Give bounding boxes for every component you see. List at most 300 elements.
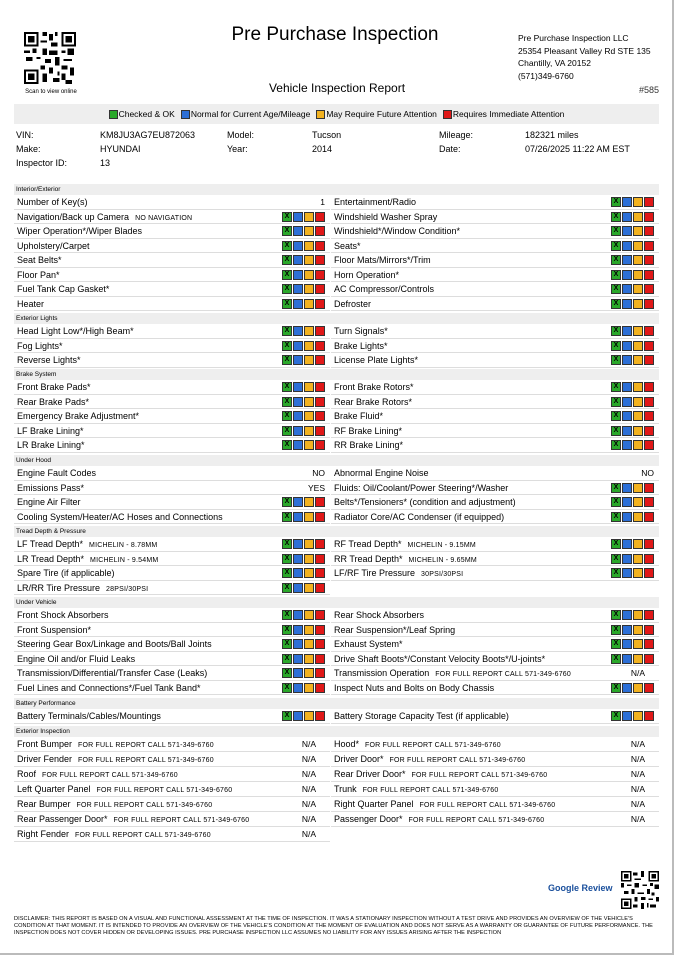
item-roof: Roof FOR FULL REPORT CALL 571-349-6760 N/A — [14, 767, 330, 782]
item-value: N/A — [301, 814, 316, 824]
status-boxes — [281, 226, 325, 236]
section-under-vehicle: Under Vehicle — [14, 597, 659, 608]
checked-ok-box-icon: X — [611, 654, 621, 664]
item-navigation: Navigation/Back up Camera NO NAVIGATION X — [14, 210, 330, 225]
status-boxes — [281, 326, 325, 336]
item-rear-suspension: Rear Suspension*/Leaf Spring X — [331, 623, 659, 638]
status-boxes — [610, 212, 654, 222]
item-transmission-leaks: Transmission/Differential/Transfer Case (Leaks) X — [14, 666, 330, 681]
normal-box-icon — [293, 426, 303, 436]
legend-item: Normal for Current Age/Mileage — [181, 109, 311, 119]
item-entertainment: Entertainment/Radio X — [331, 195, 659, 210]
checked-ok-box-icon: X — [611, 639, 621, 649]
future-attention-box-icon — [633, 639, 643, 649]
checked-ok-box-icon: X — [611, 326, 621, 336]
item-passenger-door: Passenger Door* FOR FULL REPORT CALL 571-349-6760 N/A — [331, 812, 659, 827]
future-attention-box-icon — [633, 512, 643, 522]
immediate-attention-box-icon — [644, 625, 654, 635]
status-boxes — [610, 426, 654, 436]
normal-box-icon — [293, 326, 303, 336]
item-front-rotors: Front Brake Rotors* X — [331, 380, 659, 395]
future-attention-box-icon — [304, 711, 314, 721]
immediate-attention-box-icon — [315, 610, 325, 620]
immediate-attention-box-icon — [644, 483, 654, 493]
future-attention-box-icon — [304, 639, 314, 649]
status-boxes — [610, 411, 654, 421]
status-boxes — [281, 212, 325, 222]
status-boxes — [610, 654, 654, 664]
future-attention-box-icon — [304, 299, 314, 309]
item-air-filter: Engine Air Filter X — [14, 495, 330, 510]
vehicle-info — [14, 129, 659, 171]
company-phone: (571)349-6760 — [518, 70, 574, 81]
item-lr-lining: LR Brake Lining* X — [14, 438, 330, 453]
item-fluids: Fluids: Oil/Coolant/Power Steering*/Washer X — [331, 481, 659, 496]
checked-ok-box-icon: X — [282, 411, 292, 421]
item-value: 1 — [320, 197, 325, 207]
scan-text: Scan to view online — [25, 89, 77, 95]
section-brake-system: Brake System — [14, 369, 659, 380]
status-boxes — [610, 512, 654, 522]
item-front-suspension: Front Suspension* X — [14, 623, 330, 638]
item-rear-shock: Rear Shock Absorbers X — [331, 608, 659, 623]
company-address-1: 25354 Pleasant Valley Rd STE 135 — [518, 45, 651, 56]
status-boxes — [610, 341, 654, 351]
normal-box-icon — [293, 440, 303, 450]
item-upholstery: Upholstery/Carpet X — [14, 239, 330, 254]
item-front-bumper: Front Bumper FOR FULL REPORT CALL 571-349-6760 N/A — [14, 737, 330, 752]
future-attention-box-icon — [304, 512, 314, 522]
status-boxes — [281, 241, 325, 251]
status-boxes — [610, 568, 654, 578]
checked-ok-box-icon: X — [282, 241, 292, 251]
immediate-attention-box-icon — [315, 397, 325, 407]
status-boxes — [610, 639, 654, 649]
future-attention-box-icon — [633, 284, 643, 294]
status-boxes — [281, 668, 325, 678]
checked-ok-box-icon: X — [611, 284, 621, 294]
item-transmission-operation: Transmission Operation FOR FULL REPORT CALL 571-349-6760 N/A — [331, 666, 659, 681]
checked-ok-box-icon: X — [282, 440, 292, 450]
item-fog-lights: Fog Lights* X — [14, 339, 330, 354]
status-boxes — [281, 554, 325, 564]
item-seat-belts: Seat Belts* X — [14, 253, 330, 268]
item-fault-codes: Engine Fault Codes NO — [14, 466, 330, 481]
normal-box-icon — [622, 299, 632, 309]
item-value: N/A — [301, 739, 316, 749]
future-attention-box-icon — [633, 440, 643, 450]
status-boxes — [610, 497, 654, 507]
checked-ok-box-icon: X — [282, 625, 292, 635]
item-abnormal-noise: Abnormal Engine Noise NO — [331, 466, 659, 481]
immediate-attention-box-icon — [644, 382, 654, 392]
normal-box-icon — [293, 639, 303, 649]
immediate-attention-box-icon — [644, 539, 654, 549]
future-attention-box-icon — [304, 440, 314, 450]
company-name: Pre Purchase Inspection LLC — [518, 33, 629, 43]
status-boxes — [610, 284, 654, 294]
immediate-attention-box-icon — [315, 639, 325, 649]
immediate-attention-box-icon — [315, 512, 325, 522]
vin-label: VIN: — [16, 130, 34, 140]
status-boxes — [610, 397, 654, 407]
normal-box-icon — [622, 355, 632, 365]
checked-ok-box-icon: X — [282, 668, 292, 678]
future-attention-box-icon — [304, 583, 314, 593]
immediate-attention-box-icon — [644, 554, 654, 564]
item-emergency-brake: Emergency Brake Adjustment* X — [14, 409, 330, 424]
status-boxes — [610, 483, 654, 493]
immediate-attention-box-icon — [315, 411, 325, 421]
immediate-attention-box-icon — [315, 341, 325, 351]
checked-ok-box-icon: X — [282, 583, 292, 593]
company-info — [518, 32, 651, 82]
future-attention-box-icon — [304, 683, 314, 693]
future-attention-box-icon — [633, 255, 643, 265]
future-attention-box-icon — [304, 568, 314, 578]
status-boxes — [281, 411, 325, 421]
future-attention-box-icon — [304, 610, 314, 620]
checked-ok-box-icon: X — [282, 299, 292, 309]
status-boxes — [610, 539, 654, 549]
immediate-attention-box-icon — [644, 497, 654, 507]
status-boxes — [281, 382, 325, 392]
legend-item: May Require Future Attention — [316, 109, 437, 119]
mileage-value: 182321 miles — [525, 130, 579, 140]
future-attention-box-icon — [304, 284, 314, 294]
normal-box-icon — [293, 668, 303, 678]
immediate-attention-box-icon — [315, 440, 325, 450]
checked-ok-box-icon: X — [611, 341, 621, 351]
normal-box-icon — [622, 197, 632, 207]
item-front-pads: Front Brake Pads* X — [14, 380, 330, 395]
status-boxes — [610, 610, 654, 620]
immediate-attention-box-icon — [644, 299, 654, 309]
item-rr-lining: RR Brake Lining* X — [331, 438, 659, 453]
immediate-attention-box-icon — [644, 397, 654, 407]
checked-ok-box-icon: X — [611, 497, 621, 507]
normal-box-icon — [293, 299, 303, 309]
status-boxes — [281, 639, 325, 649]
checked-ok-box-icon: X — [282, 568, 292, 578]
normal-box-icon — [293, 341, 303, 351]
item-heater: Heater X — [14, 297, 330, 312]
normal-box-icon — [293, 226, 303, 236]
item-cooling: Cooling System/Heater/AC Hoses and Connections X — [14, 510, 330, 525]
normal-box-icon — [622, 397, 632, 407]
normal-box-icon — [622, 241, 632, 251]
status-boxes — [281, 299, 325, 309]
future-attention-box-icon — [633, 241, 643, 251]
item-ac-compressor: AC Compressor/Controls X — [331, 282, 659, 297]
normal-box-icon — [622, 610, 632, 620]
normal-box-icon — [293, 212, 303, 222]
checked-ok-box-icon: X — [611, 270, 621, 280]
checked-ok-box-icon: X — [611, 554, 621, 564]
item-reverse-lights: Reverse Lights* X — [14, 353, 330, 368]
status-boxes — [610, 241, 654, 251]
checked-ok-box-icon: X — [611, 512, 621, 522]
report-subtitle: Vehicle Inspection Report — [268, 81, 406, 95]
item-turn-signals: Turn Signals* X — [331, 324, 659, 339]
immediate-attention-box-icon — [315, 625, 325, 635]
future-attention-box-icon — [304, 426, 314, 436]
checked-ok-box-icon: X — [611, 241, 621, 251]
immediate-attention-box-icon — [315, 497, 325, 507]
immediate-attention-box-icon — [644, 440, 654, 450]
item-rear-bumper: Rear Bumper FOR FULL REPORT CALL 571-349-6760 N/A — [14, 797, 330, 812]
item-value: N/A — [301, 769, 316, 779]
checked-ok-box-icon: X — [611, 382, 621, 392]
future-attention-box-icon — [633, 355, 643, 365]
item-brake-lights: Brake Lights* X — [331, 339, 659, 354]
checked-ok-box-icon: X — [282, 341, 292, 351]
item-lr-tread: LR Tread Depth* MICHELIN - 9.54MM X — [14, 552, 330, 567]
status-boxes — [281, 440, 325, 450]
item-value: N/A — [630, 754, 645, 764]
legend-item: Requires Immediate Attention — [443, 109, 565, 119]
immediate-attention-box-icon — [315, 426, 325, 436]
normal-box-icon — [622, 270, 632, 280]
normal-box-icon — [622, 639, 632, 649]
status-boxes — [610, 554, 654, 564]
status-boxes — [610, 326, 654, 336]
immediate-attention-box-icon — [315, 683, 325, 693]
normal-box-icon — [293, 497, 303, 507]
status-boxes — [610, 711, 654, 721]
immediate-attention-box-icon — [315, 255, 325, 265]
checked-ok-box-icon: X — [611, 411, 621, 421]
item-defroster: Defroster X — [331, 297, 659, 312]
item-windshield: Windshield*/Window Condition* X — [331, 224, 659, 239]
checked-ok-box-icon: X — [282, 512, 292, 522]
normal-box-icon — [293, 411, 303, 421]
normal-box-icon — [293, 284, 303, 294]
inspector-value: 13 — [100, 158, 111, 168]
immediate-attention-box-icon — [644, 683, 654, 693]
item-right-quarter: Right Quarter Panel FOR FULL REPORT CALL 571-349-6760 N/A — [331, 797, 659, 812]
red-swatch-icon — [443, 110, 452, 119]
vin-value: KM8JU3AG7EU872063 — [100, 130, 196, 140]
item-seats: Seats* X — [331, 239, 659, 254]
future-attention-box-icon — [633, 539, 643, 549]
immediate-attention-box-icon — [644, 212, 654, 222]
item-driver-fender: Driver Fender FOR FULL REPORT CALL 571-349-6760 N/A — [14, 752, 330, 767]
immediate-attention-box-icon — [315, 284, 325, 294]
future-attention-box-icon — [633, 654, 643, 664]
future-attention-box-icon — [304, 397, 314, 407]
item-value: N/A — [630, 739, 645, 749]
immediate-attention-box-icon — [315, 299, 325, 309]
future-attention-box-icon — [633, 711, 643, 721]
normal-box-icon — [293, 711, 303, 721]
immediate-attention-box-icon — [644, 512, 654, 522]
disclaimer-text: DISCLAIMER: THIS REPORT IS BASED ON A VISUAL AND FUNCTIONAL ASSESSMENT AT THE TIME OF INSPECTION. IT WAS A STATIONARY INSPECTION WITHOUT A TEST DRIVE AND PROVIDES AN OVERVIEW OF THE VEHICLE'S CONDITION AT THAT MOMENT. IT IS INTENDED TO PROVIDE AN OVERVIEW OF THE VEHICLE'S CONDITION AT THE MOMENT OF EVALUATION AND DOES NOT SERVE AS A WARRANTY OR GUARANTEE OF FUTURE PERFORMANCE. THE INSPECTION DOES NOT COVER HIDDEN OR DEVELOPING ISSUES. PRE PURCHASE INSPECTION LLC ASSUMES NO LIABILITY FOR ANY ISSUES ARISING AFTER THE INSPECTION — [14, 916, 653, 936]
normal-box-icon — [293, 683, 303, 693]
item-steering: Steering Gear Box/Linkage and Boots/Ball Joints X — [14, 637, 330, 652]
future-attention-box-icon — [633, 554, 643, 564]
item-drive-shaft: Drive Shaft Boots*/Constant Velocity Boots*/U-joints* X — [331, 652, 659, 667]
model-value: Tucson — [312, 130, 342, 140]
future-attention-box-icon — [304, 668, 314, 678]
status-boxes — [610, 440, 654, 450]
item-oil-leaks: Engine Oil and/or Fluid Leaks X — [14, 652, 330, 667]
item-lr-rr-pressure: LR/RR Tire Pressure 28PSI/30PSI X — [14, 581, 330, 596]
future-attention-box-icon — [633, 341, 643, 351]
item-value: N/A — [301, 829, 316, 839]
normal-box-icon — [622, 411, 632, 421]
status-boxes — [610, 197, 654, 207]
normal-box-icon — [293, 355, 303, 365]
item-wiper: Wiper Operation*/Wiper Blades X — [14, 224, 330, 239]
future-attention-box-icon — [304, 241, 314, 251]
section-exterior-inspection: Exterior Inspection — [14, 726, 659, 737]
checked-ok-box-icon: X — [611, 197, 621, 207]
checked-ok-box-icon: X — [282, 683, 292, 693]
future-attention-box-icon — [633, 270, 643, 280]
future-attention-box-icon — [633, 426, 643, 436]
immediate-attention-box-icon — [315, 539, 325, 549]
item-value: N/A — [630, 799, 645, 809]
item-value: N/A — [630, 769, 645, 779]
future-attention-box-icon — [304, 654, 314, 664]
normal-box-icon — [293, 270, 303, 280]
checked-ok-box-icon: X — [611, 355, 621, 365]
immediate-attention-box-icon — [644, 197, 654, 207]
item-inspect-nuts: Inspect Nuts and Bolts on Body Chassis X — [331, 681, 659, 696]
normal-box-icon — [622, 341, 632, 351]
yellow-swatch-icon — [316, 110, 325, 119]
legend-item: Checked & OK — [109, 109, 175, 119]
status-boxes — [281, 583, 325, 593]
model-label: Model: — [227, 130, 255, 140]
future-attention-box-icon — [633, 299, 643, 309]
future-attention-box-icon — [633, 197, 643, 207]
checked-ok-box-icon: X — [611, 299, 621, 309]
status-boxes — [281, 255, 325, 265]
status-boxes — [281, 284, 325, 294]
checked-ok-box-icon: X — [611, 625, 621, 635]
checked-ok-box-icon: X — [611, 426, 621, 436]
status-boxes — [281, 610, 325, 620]
future-attention-box-icon — [304, 255, 314, 265]
item-spare: Spare Tire (if applicable) X — [14, 566, 330, 581]
qr-code-icon[interactable] — [24, 32, 76, 84]
status-legend — [14, 104, 659, 124]
checked-ok-box-icon: X — [611, 255, 621, 265]
future-attention-box-icon — [304, 625, 314, 635]
immediate-attention-box-icon — [644, 654, 654, 664]
future-attention-box-icon — [633, 326, 643, 336]
status-boxes — [610, 226, 654, 236]
make-label: Make: — [16, 144, 41, 154]
immediate-attention-box-icon — [644, 568, 654, 578]
item-value: N/A — [301, 754, 316, 764]
immediate-attention-box-icon — [644, 270, 654, 280]
inspector-label: Inspector ID: — [16, 158, 68, 168]
item-value: N/A — [630, 784, 645, 794]
checked-ok-box-icon: X — [611, 212, 621, 222]
immediate-attention-box-icon — [315, 654, 325, 664]
future-attention-box-icon — [304, 497, 314, 507]
google-review-qr-icon[interactable] — [621, 871, 659, 909]
normal-box-icon — [622, 483, 632, 493]
normal-box-icon — [622, 568, 632, 578]
immediate-attention-box-icon — [315, 241, 325, 251]
immediate-attention-box-icon — [644, 639, 654, 649]
section-tread-depth: Tread Depth & Pressure — [14, 526, 659, 537]
future-attention-box-icon — [304, 270, 314, 280]
normal-box-icon — [622, 654, 632, 664]
item-exhaust: Exhaust System* X — [331, 637, 659, 652]
immediate-attention-box-icon — [644, 341, 654, 351]
status-boxes — [281, 426, 325, 436]
mileage-label: Mileage: — [439, 130, 474, 140]
normal-box-icon — [622, 539, 632, 549]
normal-box-icon — [622, 625, 632, 635]
status-boxes — [610, 683, 654, 693]
normal-box-icon — [622, 497, 632, 507]
item-driver-door: Driver Door* FOR FULL REPORT CALL 571-349-6760 N/A — [331, 752, 659, 767]
immediate-attention-box-icon — [315, 382, 325, 392]
item-floor-mats: Floor Mats/Mirrors*/Trim X — [331, 253, 659, 268]
immediate-attention-box-icon — [644, 426, 654, 436]
future-attention-box-icon — [304, 539, 314, 549]
normal-box-icon — [293, 512, 303, 522]
date-value: 07/26/2025 11:22 AM EST — [525, 144, 630, 154]
item-value: N/A — [630, 814, 645, 824]
immediate-attention-box-icon — [644, 284, 654, 294]
item-battery-test: Battery Storage Capacity Test (if applicable) X — [331, 709, 659, 724]
checked-ok-box-icon: X — [282, 610, 292, 620]
future-attention-box-icon — [633, 397, 643, 407]
immediate-attention-box-icon — [315, 326, 325, 336]
immediate-attention-box-icon — [315, 711, 325, 721]
item-floor-pan: Floor Pan* X — [14, 268, 330, 283]
item-brake-fluid: Brake Fluid* X — [331, 409, 659, 424]
checked-ok-box-icon: X — [611, 440, 621, 450]
checked-ok-box-icon: X — [282, 355, 292, 365]
future-attention-box-icon — [304, 411, 314, 421]
future-attention-box-icon — [633, 483, 643, 493]
normal-box-icon — [293, 654, 303, 664]
section-under-hood: Under Hood — [14, 455, 659, 466]
checked-ok-box-icon: X — [282, 326, 292, 336]
immediate-attention-box-icon — [644, 610, 654, 620]
item-fuel-lines: Fuel Lines and Connections*/Fuel Tank Band* X — [14, 681, 330, 696]
normal-box-icon — [622, 284, 632, 294]
immediate-attention-box-icon — [644, 355, 654, 365]
immediate-attention-box-icon — [315, 668, 325, 678]
future-attention-box-icon — [304, 355, 314, 365]
immediate-attention-box-icon — [315, 226, 325, 236]
checked-ok-box-icon: X — [282, 426, 292, 436]
google-review-link[interactable]: Google Review — [548, 883, 613, 893]
status-boxes — [281, 270, 325, 280]
normal-box-icon — [622, 426, 632, 436]
status-boxes — [281, 654, 325, 664]
immediate-attention-box-icon — [315, 355, 325, 365]
make-value: HYUNDAI — [100, 144, 141, 154]
checked-ok-box-icon: X — [611, 226, 621, 236]
blue-swatch-icon — [181, 110, 190, 119]
normal-box-icon — [622, 326, 632, 336]
item-rf-lining: RF Brake Lining* X — [331, 424, 659, 439]
item-trunk: Trunk FOR FULL REPORT CALL 571-349-6760 N/A — [331, 782, 659, 797]
item-hood: Hood* FOR FULL REPORT CALL 571-349-6760 N/A — [331, 737, 659, 752]
item-keys: Number of Key(s) 1 — [14, 195, 330, 210]
immediate-attention-box-icon — [315, 554, 325, 564]
